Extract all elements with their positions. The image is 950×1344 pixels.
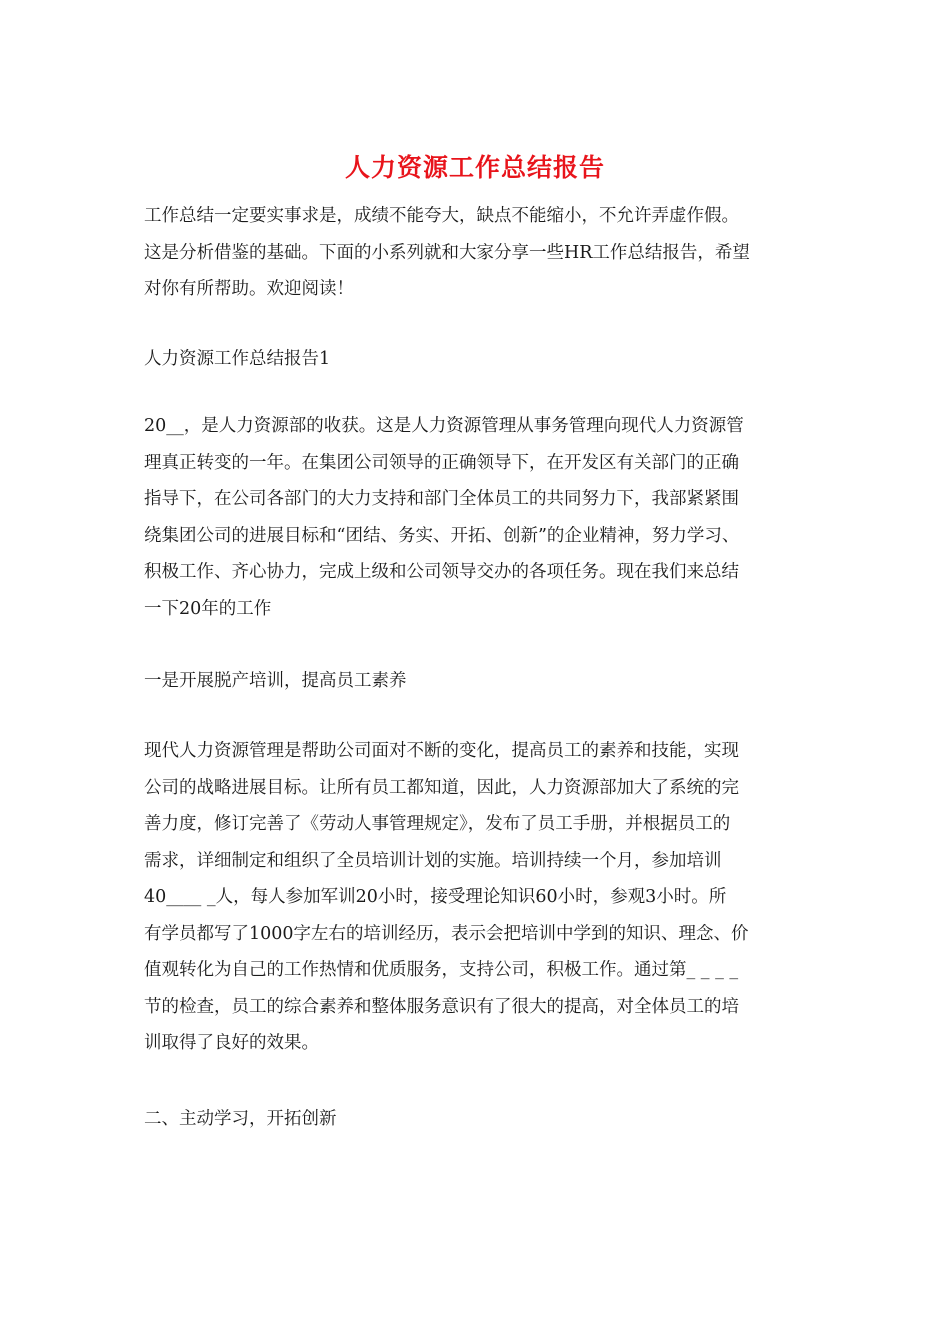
paragraph-line: 20__，是人力资源部的收获。这是人力资源管理从事务管理向现代人力资源管 [144,416,744,436]
paragraph-line: 需求，详细制定和组织了全员培训计划的实施。培训持续一个月，参加培训 [144,850,722,871]
paragraph-line: 节的检查，员工的综合素养和整体服务意识有了很大的提高，对全体员工的培 [144,996,739,1017]
training-paragraph [144,733,810,1062]
paragraph-line: 积极工作、齐心协力，完成上级和公司领导交办的各项任务。现在我们来总结 [144,562,739,582]
subheading-training: 一是开展脱产培训，提高员工素养 [144,671,407,691]
paragraph-line: 有学员都写了1000字左右的培训经历，表示会把培训中学到的知识、理念、价 [144,923,749,944]
paragraph-line: 现代人力资源管理是帮助公司面对不断的变化，提高员工的素养和技能，实现 [144,741,739,761]
intro-paragraph [144,198,810,308]
paragraph-line: 公司的战略进展目标。让所有员工都知道，因此，人力资源部加大了系统的完 [144,777,739,798]
summary-paragraph [144,408,810,627]
subheading-learning: 二、主动学习，开拓创新 [144,1109,337,1129]
paragraph-line: 40____ _人，每人参加军训20小时，接受理论知识60小时，参观3小时。所 [144,887,727,907]
intro-line: 对你有所帮助。欢迎阅读！ [144,279,354,299]
paragraph-line: 值观转化为自己的工作热情和优质服务，支持公司，积极工作。通过第_ _ _ _ [144,960,739,980]
section-heading: 人力资源工作总结报告1 [144,349,331,369]
paragraph-line: 一下20年的工作 [144,598,272,619]
paragraph-line: 理真正转变的一年。在集团公司领导的正确领导下，在开发区有关部门的正确 [144,452,739,473]
paragraph-line: 训取得了良好的效果。 [144,1033,319,1053]
document-title: 人力资源工作总结报告 [344,153,605,182]
intro-line: 这是分析借鉴的基础。下面的小系列就和大家分享一些HR工作总结报告，希望 [144,242,750,263]
paragraph-line: 绕集团公司的进展目标和“团结、务实、开拓、创新”的企业精神，努力学习、 [144,525,740,546]
paragraph-line: 善力度，修订完善了《劳动人事管理规定》，发布了员工手册，并根据员工的 [144,814,731,834]
intro-line: 工作总结一定要实事求是，成绩不能夸大，缺点不能缩小，不允许弄虚作假。 [144,206,739,226]
paragraph-line: 指导下，在公司各部门的大力支持和部门全体员工的共同努力下，我部紧紧围 [144,489,739,509]
